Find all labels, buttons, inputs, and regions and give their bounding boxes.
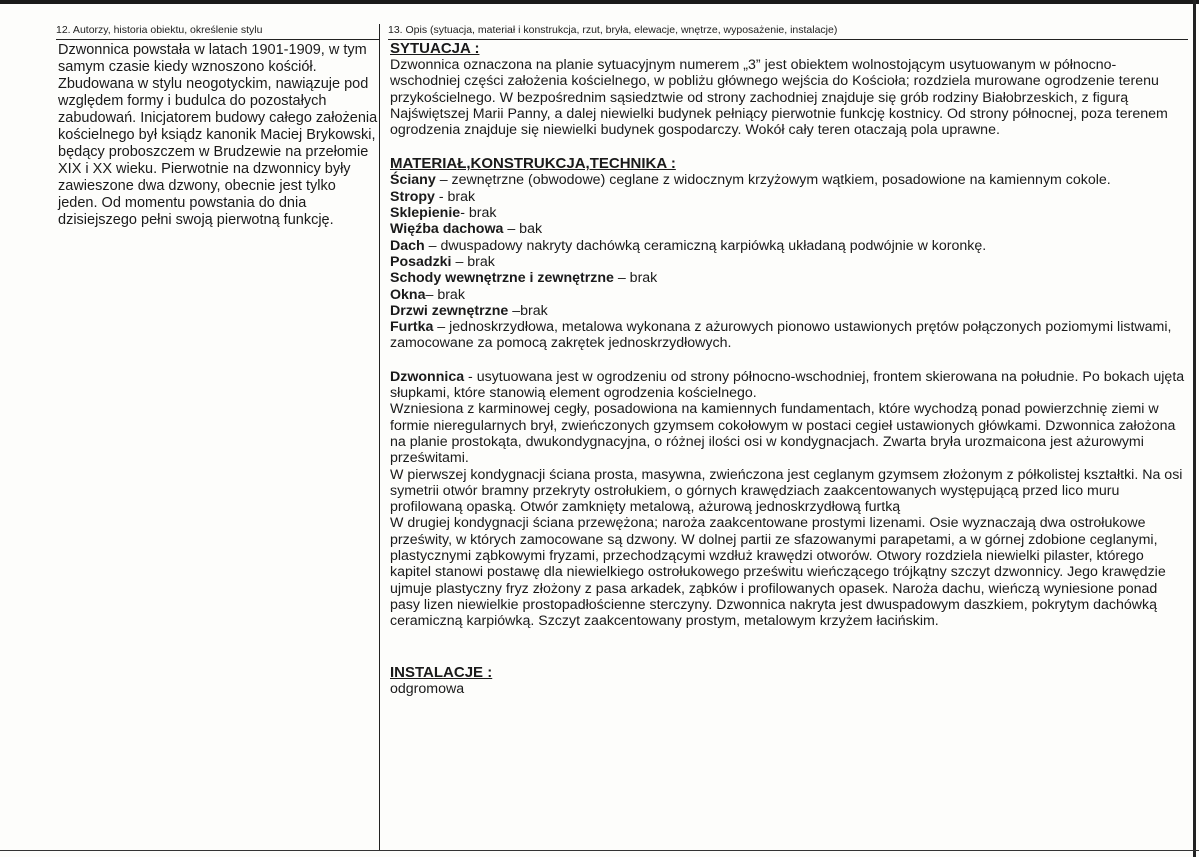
material-item [390,238,1188,254]
right-border [1193,0,1196,857]
bottom-border [0,850,1199,851]
material-item-text: – brak [613,270,658,287]
section-title-instalacje: INSTALACJE : [390,663,493,681]
material-item [390,221,1188,237]
material-item-label: Okna [390,286,426,303]
material-item-label: Ściany [390,172,436,189]
material-item-text: - brak [460,205,497,222]
material-item-text: – zewnętrzne (obwodowe) ceglane z widocznym krzyżowym wątkiem, posadowione na kamiennym cokole. [435,172,1111,189]
description-body [388,40,1188,697]
material-item-label: Schody wewnętrzne i zewnętrzne [390,270,614,287]
material-item [390,287,1188,303]
material-item-label: Dach [390,237,425,254]
top-border [0,0,1199,4]
instalacje-text: odgromowa [390,680,465,697]
description-column [388,24,1188,850]
dzwonnica-label: Dzwonnica [390,368,465,385]
dzwonnica-paragraph-1: Wzniesiona z karminowej cegły, posadowiona na kamiennych fundamentach, które wychodzą ponad powierzchnię ziemi w formie nieregularnych brył, zwieńczonych gzymsem cokołowym w postaci cegieł ustawionych główkami. Dzwonnica założona na planie prostokąta, dwukondygnacyjna, o różnej ilości osi w kondygnacjach. Zwarta bryła urozmaicona jest ażurowymi prześwitami. [390,401,1176,467]
dzwonnica-intro [390,369,1188,402]
dzwonnica-paragraph-3: W drugiej kondygnacji ściana przewężona; naroża zaakcentowane prostymi lizenami. Osie wyznaczają dwa ostrołukowe prześwity, w których zamocowane są dzwony. W dolnej partii ze sfazowanymi parapetami, a w górnej zdobione ceglanymi, plastycznymi ząbkowymi fryzami, przechodzącymi wzdłuż krawędzi otworów. Otwory rozdziela niewielki pilaster, którego kapitel stanowi postawę dla niewielkiego ostrołukowego prześwitu wieńczącego trójkątny szczyt dzwonnicy. Jego krawędzie ujmuje plastyczny fryz złożony z pasa arkadek, ząbków i profilowanych opasek. Naroża dachu, wieńczą wyniesione ponad pasy lizen niewielkie prostopadłościenne sterczyny. Dzwonnica nakryta jest dwuspadowym daszkiem, pokrytym dachówką ceramiczną karpiówką. Szczyt zaakcentowany prostym, metalowym krzyżem łacińskim. [390,515,1166,630]
material-item-label: Stropy [390,188,435,205]
sytuacja-text: Dzwonnica oznaczona na planie sytuacyjnym numerem „3” jest obiektem wolnostojącym usytuowanym w północno- wschodniej części założenia kościelnego, w pobliżu głównego wejścia do Kościoła; rozdziela murowane ogrodzenie terenu przykościelnego. W bezpośrednim sąsiedztwie od strony zachodniej znajduje się grób rodziny Białobrzeskich, z figurą Najświętszej Marii Panny, a dalej niewielki budynek pełniący pierwotnie funkcję kostnicy. Od strony północnej, poza terenem ogrodzenia znajduje się niewielki budynek gospodarczy. Wokół cały teren otaczają pola uprawne. [390,57,1168,139]
section-title-sytuacja: SYTUACJA : [390,40,480,57]
material-item-text: - brak [434,188,476,205]
material-item-text: –brak [508,302,548,319]
history-column [56,24,380,850]
material-item-text: – dwuspadowy nakryty dachówką ceramiczną karpiówką układaną podwójnie w koronkę. [424,237,987,254]
material-item [390,303,1188,319]
material-item [390,254,1188,270]
material-item-label: Drzwi zewnętrzne [390,302,509,319]
material-item-text: – jednoskrzydłowa, metalowa wykonana z ażurowych pionowo ustawionych prętów połączonych poziomymi listwami, zamocowane za pomocą zakrętek jednoskrzydłowych. [390,319,1172,352]
material-item [390,189,1188,205]
material-item [390,270,1188,286]
material-item-label: Sklepienie [390,205,461,222]
material-list [390,172,1188,351]
section-title-material: MATERIAŁ,KONSTRUKCJA,TECHNIKA : [390,155,676,173]
material-item-label: Posadzki [390,253,452,270]
history-text: Dzwonnica powstała w latach 1901-1909, w tym samym czasie kiedy wznoszono kościół. Zbudowana w stylu neogotyckim, nawiązuje pod względem formy i budulca do pozostałych zabudowań. Inicjatorem budowy całego założenia kościelnego był ksiądz kanonik Maciej Brykowski, będący proboszczem w Brudzewie na przełomie XIX i XX wieku. Pierwotnie na dzwonnicy były zawieszone dwa dzwony, obecnie jest tylko jeden. Od momentu powstania do dnia dzisiejszego pełni swoją pierwotną funkcję. [58,42,378,228]
material-item-text: – brak [425,286,465,303]
material-item-text: – brak [451,253,495,270]
material-item [390,172,1188,188]
material-item [390,319,1188,352]
material-item-label: Furtka [390,319,434,336]
material-item [390,205,1188,221]
dzwonnica-paragraph-2: W pierwszej kondygnacji ściana prosta, masywna, zwieńczona jest ceglanym gzymsem złożonym z półkolistej kształtki. Na osi symetrii otwór bramny przekryty ostrołukiem, o górnych krawędziach zaakcentowanych występującą przed lico muru profilowaną opaską. Otwór zamknięty metalową, ażurową jednoskrzydłową furtką [390,466,1183,516]
description-header: 13. Opis (sytuacja, materiał i konstrukcja, rzut, bryła, elewacje, wnętrze, wyposażenie, instalacje) [388,24,1188,40]
material-item-text: – bak [503,221,543,238]
history-header: 12. Autorzy, historia obiektu, określenie stylu [56,24,379,40]
material-item-label: Więźba dachowa [390,221,504,238]
dzwonnica-intro-text: - usytuowana jest w ogrodzeniu od strony północno-wschodniej, frontem skierowana na południe. Po bokach ujęta słupkami, które stanowią element ogrodzenia kościelnego. [390,368,1185,402]
